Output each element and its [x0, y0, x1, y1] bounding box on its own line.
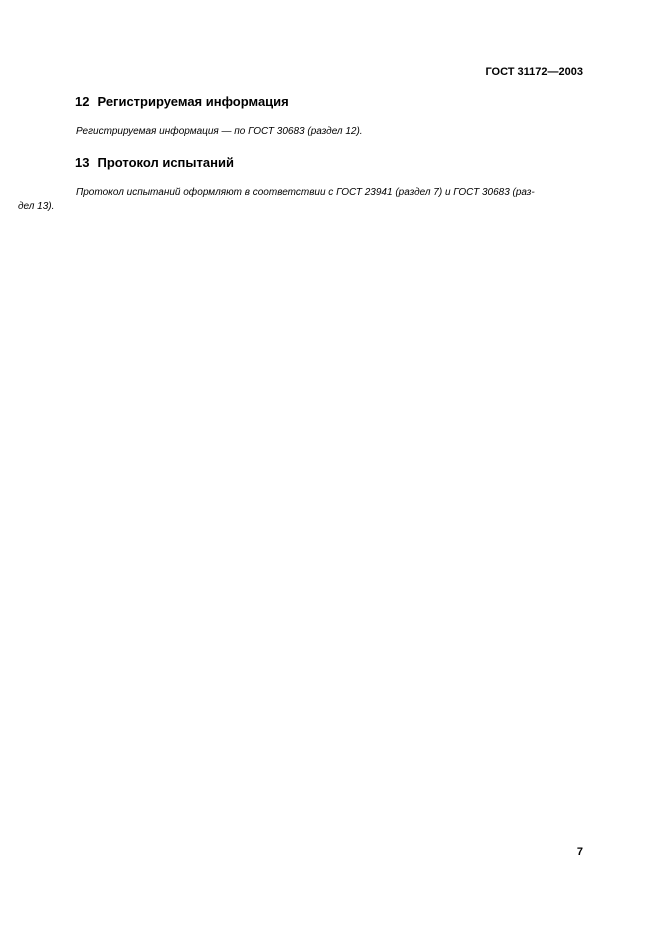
section-title: Протокол испытаний — [97, 155, 234, 170]
section-13-paragraph — [18, 186, 584, 214]
section-13-heading — [75, 155, 234, 170]
section-number: 13 — [75, 155, 90, 170]
section-12-paragraph: Регистрируемая информация — по ГОСТ 30683 (раздел 12). — [76, 126, 363, 137]
section-title: Регистрируемая информация — [97, 94, 289, 109]
page-number: 7 — [576, 846, 583, 858]
paragraph-line: Протокол испытаний оформляют в соответствии с ГОСТ 23941 (раздел 7) и ГОСТ 30683 (раз- — [76, 187, 535, 198]
section-number: 12 — [75, 94, 90, 109]
paragraph-line: дел 13). — [18, 201, 55, 212]
standard-designation: ГОСТ 31172—2003 — [485, 66, 583, 78]
section-12-heading — [75, 94, 289, 109]
